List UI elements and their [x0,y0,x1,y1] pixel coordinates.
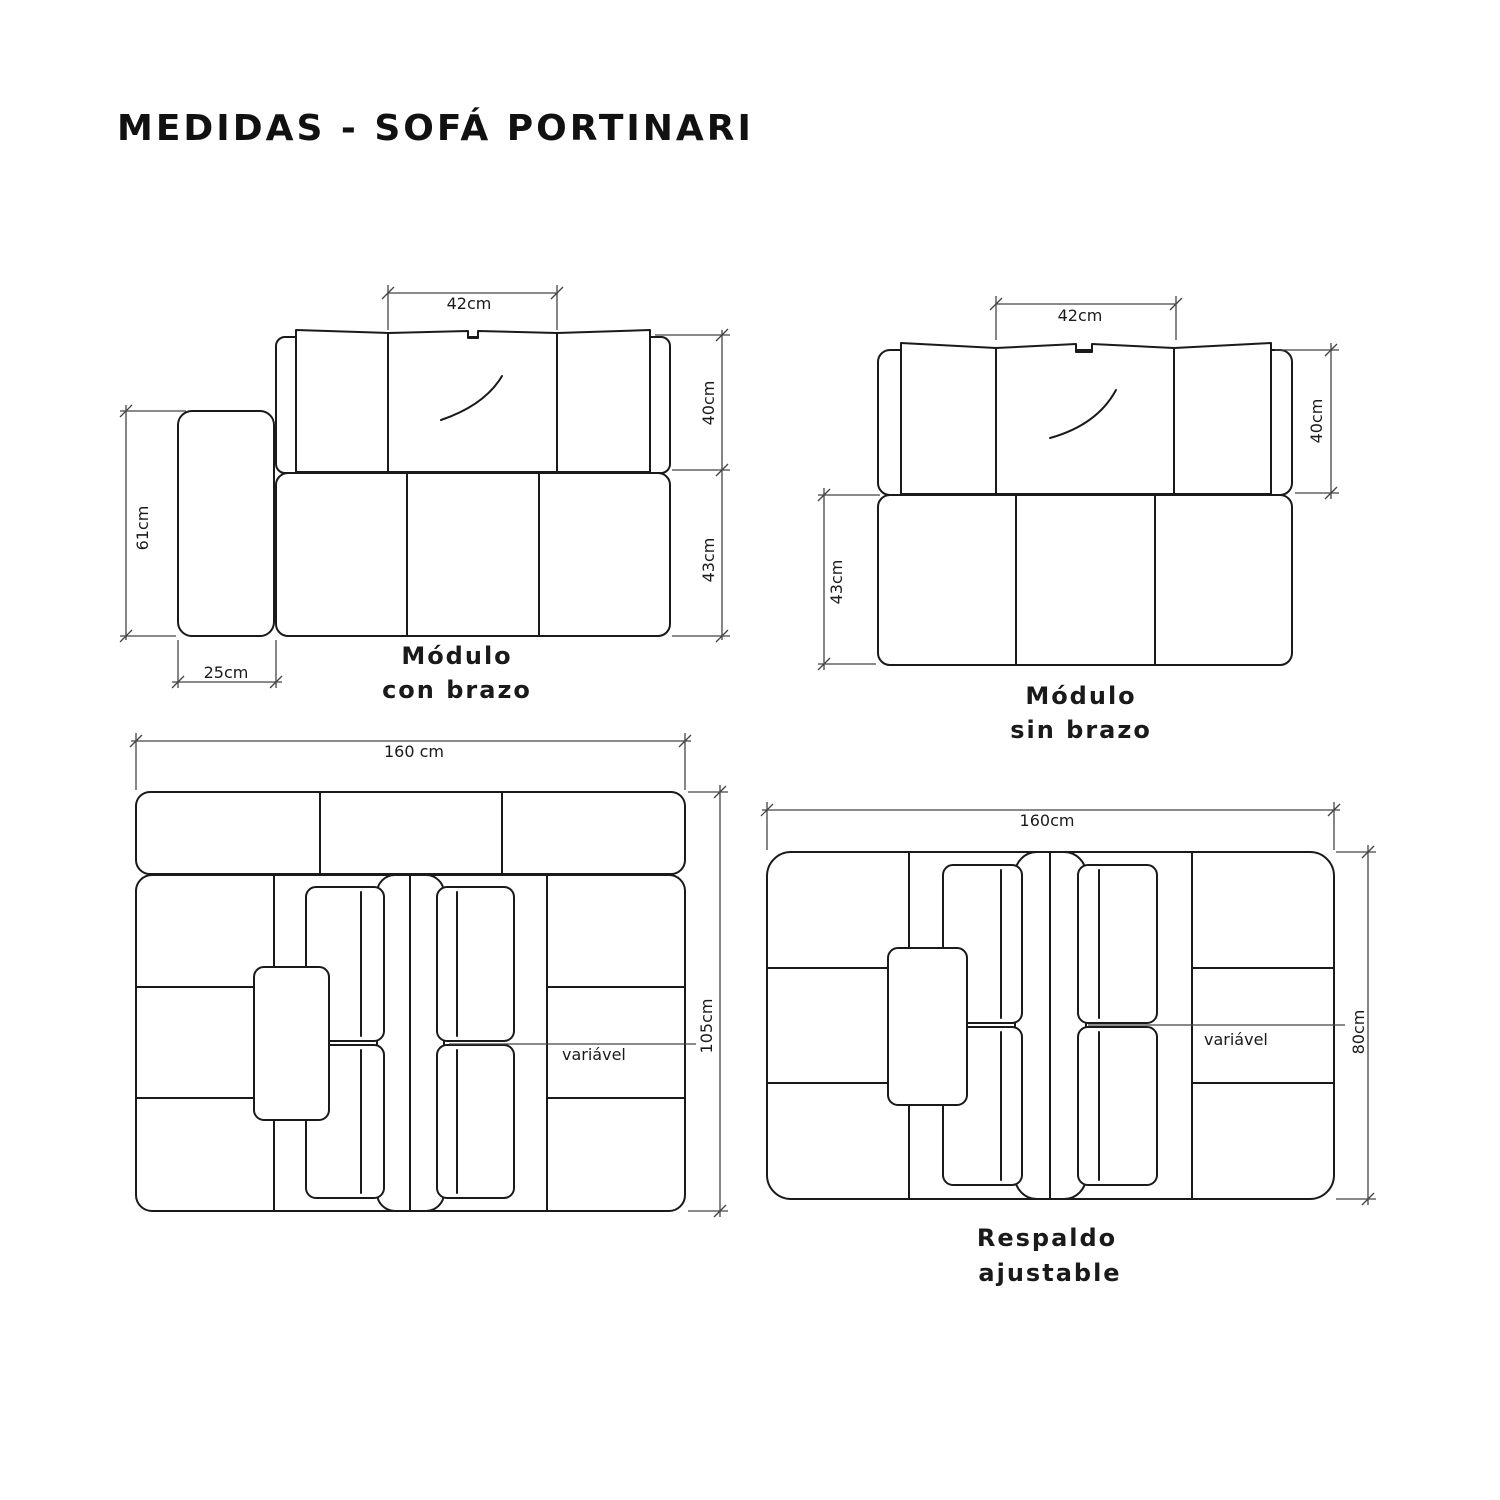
dim-label-back-width: 42cm [1057,306,1103,325]
cushion [1078,1027,1157,1185]
dim-label-depth: 80cm [1349,1009,1368,1055]
seat-base [878,495,1292,665]
dim-label-arm-width: 25cm [203,663,249,682]
dim-label-back-height: 40cm [1307,398,1326,444]
back-cushion-center [388,331,557,472]
dim-label-width: 160cm [1019,811,1075,830]
caption-adjustable-line2: ajustable [978,1259,1122,1287]
dim-label-width: 160 cm [383,742,445,761]
plan-adjustable [761,802,1376,1287]
dim-label-seat-height: 43cm [827,559,846,605]
cushion-loose [888,948,967,1105]
caption-adjustable-line1: Respaldo [976,1224,1118,1252]
caption-without-arm-line1: Módulo [1025,682,1137,710]
cushion [437,1045,514,1198]
label-variable: variável [562,1045,626,1064]
module-without-arm [818,296,1339,744]
back-cushion-center [996,344,1174,494]
label-variable: variável [1204,1030,1268,1049]
caption-with-arm-line1: Módulo [401,642,513,670]
seat-base [276,473,670,636]
module-with-arm [120,285,730,704]
back-cushion-right [557,330,650,472]
back-cushion-left [296,330,388,472]
cushion-loose [254,967,329,1120]
dim-label-seat-height: 43cm [699,537,718,583]
dim-label-back-height: 40cm [699,380,718,426]
caption-with-arm-line2: con brazo [382,676,532,704]
armrest [178,411,274,636]
caption-without-arm-line2: sin brazo [1010,716,1152,744]
backrest-strip [136,792,685,874]
cushion [1078,865,1157,1023]
back-cushion-left [901,343,996,494]
cushion [437,887,514,1041]
plan-full [130,733,728,1217]
dim-label-back-width: 42cm [446,294,492,313]
back-cushion-right [1174,343,1271,494]
dim-line-61cm [120,405,186,642]
dim-label-arm-height: 61cm [133,505,152,551]
page-title: MEDIDAS - SOFÁ PORTINARI [117,108,754,149]
dim-label-depth: 105cm [697,998,716,1054]
